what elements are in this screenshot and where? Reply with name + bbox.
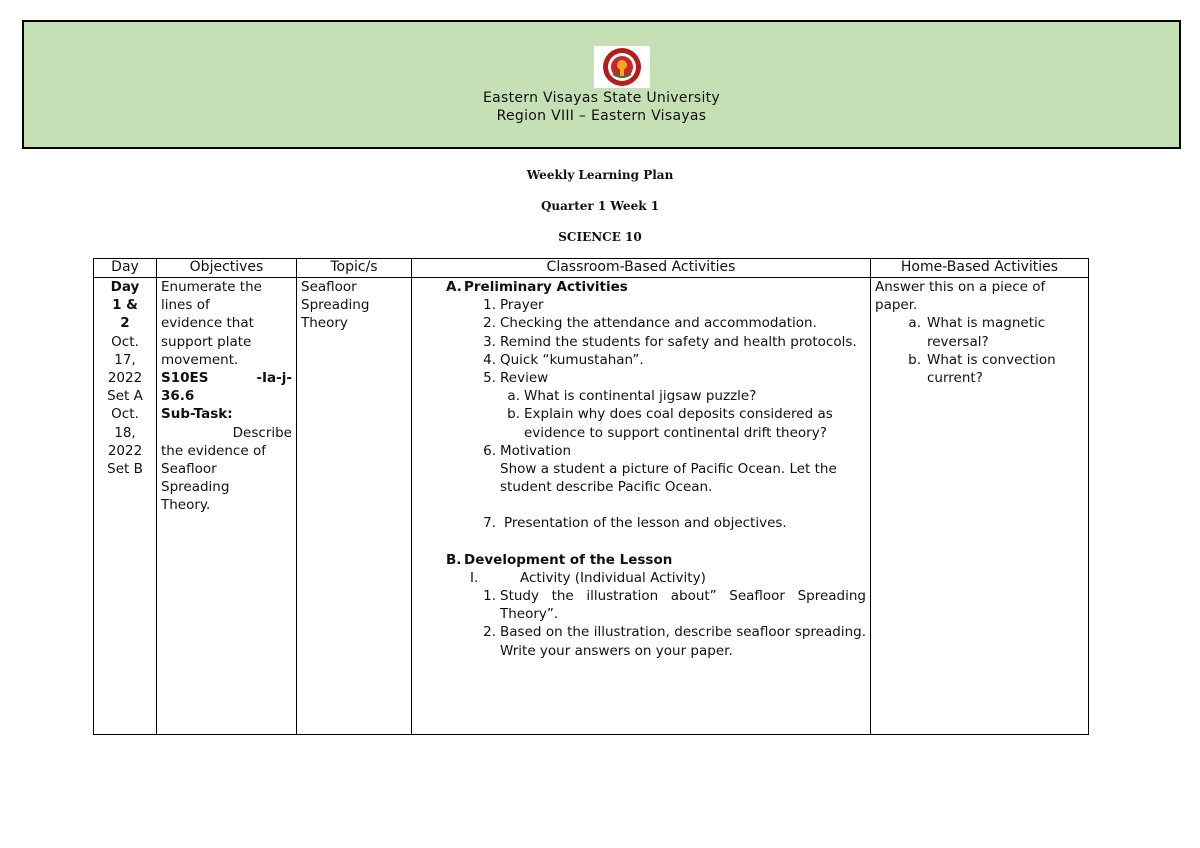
day-date-line: 17, xyxy=(114,351,136,368)
subtask-text-line: Theory. xyxy=(161,497,211,514)
list-number: 2. xyxy=(483,624,496,641)
objective-text-line: support plate xyxy=(161,333,252,350)
list-item xyxy=(416,333,866,351)
list-text: Study the illustration about” Seafloor Spreading Theory”. xyxy=(500,588,866,623)
objective-text-line: movement. xyxy=(161,351,239,368)
home-intro: Answer this on a piece of paper. xyxy=(875,279,1046,314)
subject-title: SCIENCE 10 xyxy=(558,230,642,244)
day-label: 1 & xyxy=(112,297,138,314)
topic-line: Theory xyxy=(301,315,348,332)
day-label: 2 xyxy=(120,315,130,332)
competency-code-part: S10ES xyxy=(161,370,209,387)
subtask-label: Sub-Task: xyxy=(161,406,233,423)
list-number: 4. xyxy=(483,351,496,368)
sub-list-item xyxy=(416,387,866,405)
list-number: 2. xyxy=(483,315,496,332)
sub-list-item xyxy=(416,405,866,441)
region-name: Region VIII – Eastern Visayas xyxy=(496,108,707,124)
list-item xyxy=(416,587,866,623)
list-letter: b. xyxy=(507,406,520,423)
table-row xyxy=(94,278,1089,735)
topic-line: Spreading xyxy=(301,297,370,314)
day-set-label: Set B xyxy=(107,461,143,478)
list-number: 1. xyxy=(483,588,496,605)
list-text: Prayer xyxy=(500,297,544,314)
list-item xyxy=(416,623,866,659)
day-date-line: 18, xyxy=(114,424,136,441)
spacer xyxy=(416,496,866,514)
day-date-line: 2022 xyxy=(107,370,143,387)
list-letter: b. xyxy=(908,351,921,368)
subtask-text-line: Spreading xyxy=(161,479,230,496)
list-item xyxy=(416,314,866,332)
activity-text: Activity (Individual Activity) xyxy=(520,569,706,586)
header-topics: Topic/s xyxy=(297,259,412,278)
roman-numeral: I. xyxy=(470,569,479,586)
day-date-line: 2022 xyxy=(107,442,143,459)
activity-item xyxy=(416,569,866,587)
list-number: 5. xyxy=(483,370,496,387)
competency-code-part: 36.6 xyxy=(161,388,195,405)
competency-code xyxy=(161,369,292,387)
list-number: 6. xyxy=(483,442,496,459)
day-cell xyxy=(94,278,157,735)
section-title: Development of the Lesson xyxy=(464,551,673,568)
plan-title: Weekly Learning Plan xyxy=(526,168,674,182)
list-text: What is convection current? xyxy=(927,351,1056,387)
subtask-text-line: the evidence of xyxy=(161,442,266,459)
motivation-label: Motivation xyxy=(500,442,572,459)
list-text xyxy=(500,442,866,497)
sub-list-item xyxy=(875,351,1084,387)
list-text: Quick “kumustahan”. xyxy=(500,351,644,368)
list-item xyxy=(416,351,866,369)
topic-line: Seafloor xyxy=(301,279,357,295)
list-item xyxy=(416,442,866,497)
table-header-row xyxy=(94,259,1089,278)
list-letter: a. xyxy=(908,315,921,332)
list-number: 3. xyxy=(483,333,496,350)
subtask-text-line: Seafloor xyxy=(161,461,217,478)
quarter-week: Quarter 1 Week 1 xyxy=(540,199,660,213)
section-title: Preliminary Activities xyxy=(464,279,628,295)
list-letter: a. xyxy=(507,388,520,405)
objective-text-line: evidence that xyxy=(161,315,254,332)
day-set-label: Set A xyxy=(107,388,143,405)
list-text: Explain why does coal deposits considered as evidence to support continental drift theory? xyxy=(524,406,833,441)
header-day: Day xyxy=(94,259,157,278)
list-text: What is magnetic reversal? xyxy=(927,315,1046,350)
objectives-cell xyxy=(157,278,297,735)
day-date-line: Oct. xyxy=(111,333,139,350)
list-text: Review xyxy=(500,370,549,387)
university-name: Eastern Visayas State University xyxy=(482,90,721,106)
day-date-line: Oct. xyxy=(111,406,139,423)
sub-list-item xyxy=(875,314,1084,350)
day-label: Day xyxy=(110,279,140,295)
header-objectives: Objectives xyxy=(157,259,297,278)
university-seal-logo xyxy=(594,46,650,88)
list-text: Based on the illustration, describe seafloor spreading. Write your answers on your paper. xyxy=(500,624,866,659)
header-classroom-activities: Classroom-Based Activities xyxy=(412,259,871,278)
motivation-text: Show a student a picture of Pacific Ocean. Let the student describe Pacific Ocean. xyxy=(500,461,837,496)
header-banner xyxy=(22,20,1181,149)
section-marker: A. xyxy=(446,279,462,295)
topic-cell xyxy=(297,278,412,735)
section-marker: B. xyxy=(446,551,462,568)
home-activities-cell xyxy=(871,278,1089,735)
objective-text-line: lines of xyxy=(161,297,210,314)
classroom-activities-cell xyxy=(412,278,871,735)
objective-text-line: Enumerate the xyxy=(161,279,262,295)
subtask-text-line: Describe xyxy=(232,424,292,441)
list-number: 7. xyxy=(483,515,496,532)
list-text: Presentation of the lesson and objectives. xyxy=(504,515,787,532)
spacer xyxy=(416,533,866,551)
list-number: 1. xyxy=(483,297,496,314)
list-text: Checking the attendance and accommodation. xyxy=(500,315,817,332)
list-text: What is continental jigsaw puzzle? xyxy=(524,388,757,405)
list-item xyxy=(416,296,866,314)
header-home-activities: Home-Based Activities xyxy=(871,259,1089,278)
section-a-heading xyxy=(416,278,866,296)
list-item xyxy=(416,369,866,387)
competency-code-part: -Ia-j- xyxy=(256,370,292,387)
learning-plan-table xyxy=(93,258,1089,735)
list-item xyxy=(416,514,866,532)
list-text: Remind the students for safety and health protocols. xyxy=(500,333,857,350)
section-b-heading xyxy=(416,551,866,569)
